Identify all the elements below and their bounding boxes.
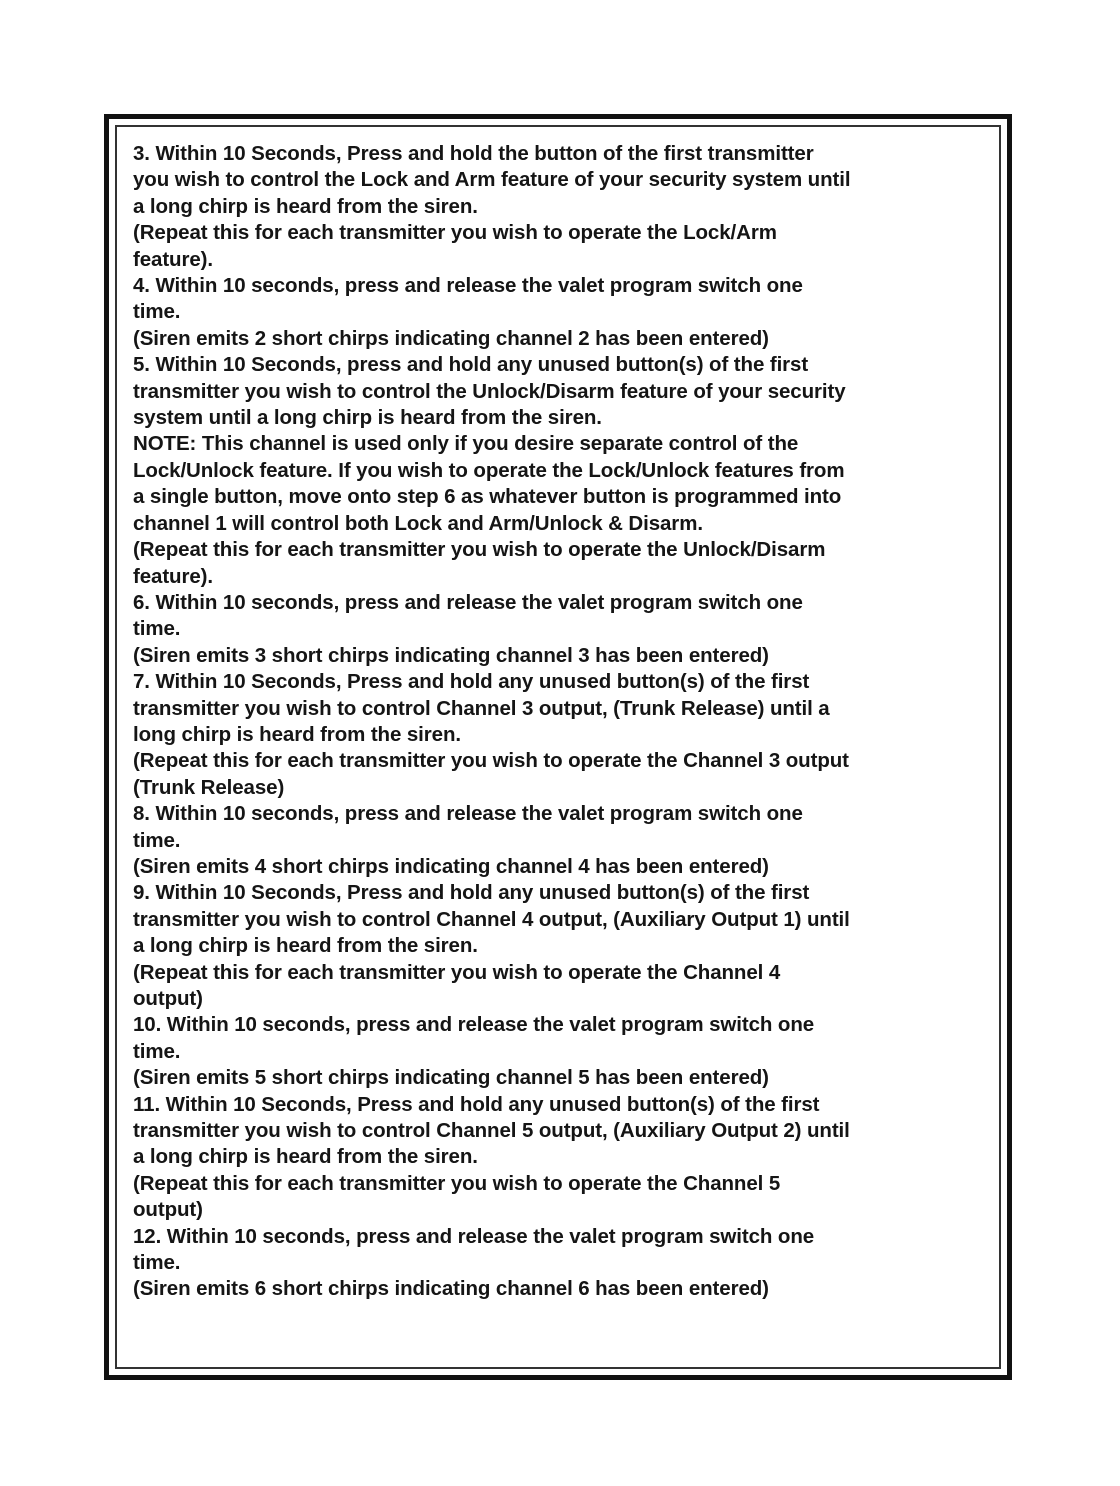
text-line: (Repeat this for each transmitter you wish to operate the Channel 5	[133, 1171, 781, 1195]
text-line: channel 1 will control both Lock and Arm/Unlock & Disarm.	[133, 511, 703, 535]
text-line: 10. Within 10 seconds, press and release the valet program switch one	[133, 1013, 815, 1037]
text-line: 9. Within 10 Seconds, Press and hold any unused button(s) of the first	[133, 881, 810, 905]
text-line: NOTE: This channel is used only if you desire separate control of the	[133, 432, 799, 456]
text-line: time.	[133, 1251, 181, 1275]
document-frame	[104, 114, 1012, 1380]
text-line: time.	[133, 300, 181, 324]
text-line: long chirp is heard from the siren.	[133, 722, 461, 746]
text-line: (Siren emits 2 short chirps indicating channel 2 has been entered)	[133, 326, 769, 350]
instruction-text-block	[133, 141, 983, 1303]
text-line: you wish to control the Lock and Arm feature of your security system until	[133, 168, 851, 192]
text-line: time.	[133, 617, 181, 641]
text-line: transmitter you wish to control Channel 3 output, (Trunk Release) until a	[133, 696, 830, 720]
text-line: 11. Within 10 Seconds, Press and hold any unused button(s) of the first	[133, 1092, 820, 1116]
text-line: feature).	[133, 247, 213, 271]
text-line: 7. Within 10 Seconds, Press and hold any unused button(s) of the first	[133, 670, 810, 694]
text-line: 3. Within 10 Seconds, Press and hold the button of the first transmitter	[133, 142, 814, 165]
text-line: feature).	[133, 564, 213, 588]
text-line: (Siren emits 6 short chirps indicating channel 6 has been entered)	[133, 1277, 769, 1301]
text-line: (Repeat this for each transmitter you wish to operate the Unlock/Disarm	[133, 538, 826, 562]
text-line: (Siren emits 5 short chirps indicating channel 5 has been entered)	[133, 1066, 769, 1090]
text-line: (Siren emits 3 short chirps indicating channel 3 has been entered)	[133, 643, 769, 667]
text-line: output)	[133, 987, 203, 1010]
text-line: 12. Within 10 seconds, press and release the valet program switch one	[133, 1224, 815, 1248]
text-line: (Siren emits 4 short chirps indicating channel 4 has been entered)	[133, 854, 769, 878]
text-line: (Repeat this for each transmitter you wish to operate the Channel 4	[133, 960, 781, 984]
text-line: a single button, move onto step 6 as whatever button is programmed into	[133, 485, 842, 509]
text-line: 4. Within 10 seconds, press and release the valet program switch one	[133, 274, 803, 298]
text-line: (Trunk Release)	[133, 775, 285, 799]
text-line: 6. Within 10 seconds, press and release the valet program switch one	[133, 590, 803, 614]
text-line: time.	[133, 1039, 181, 1063]
text-line: transmitter you wish to control Channel 5 output, (Auxiliary Output 2) until	[133, 1119, 850, 1143]
text-line: output)	[133, 1198, 203, 1222]
text-line: transmitter you wish to control the Unlock/Disarm feature of your security	[133, 379, 846, 403]
text-line: Lock/Unlock feature. If you wish to operate the Lock/Unlock features from	[133, 458, 845, 482]
text-line: (Repeat this for each transmitter you wish to operate the Channel 3 output	[133, 749, 849, 773]
text-line: (Repeat this for each transmitter you wish to operate the Lock/Arm	[133, 221, 777, 245]
text-line: 8. Within 10 seconds, press and release the valet program switch one	[133, 802, 803, 826]
text-line: a long chirp is heard from the siren.	[133, 194, 478, 218]
text-line: system until a long chirp is heard from the siren.	[133, 406, 602, 430]
text-line: a long chirp is heard from the siren.	[133, 934, 478, 958]
text-line: 5. Within 10 Seconds, press and hold any unused button(s) of the first	[133, 353, 809, 377]
text-line: transmitter you wish to control Channel 4 output, (Auxiliary Output 1) until	[133, 907, 850, 931]
text-line: a long chirp is heard from the siren.	[133, 1145, 478, 1169]
text-line: time.	[133, 828, 181, 852]
